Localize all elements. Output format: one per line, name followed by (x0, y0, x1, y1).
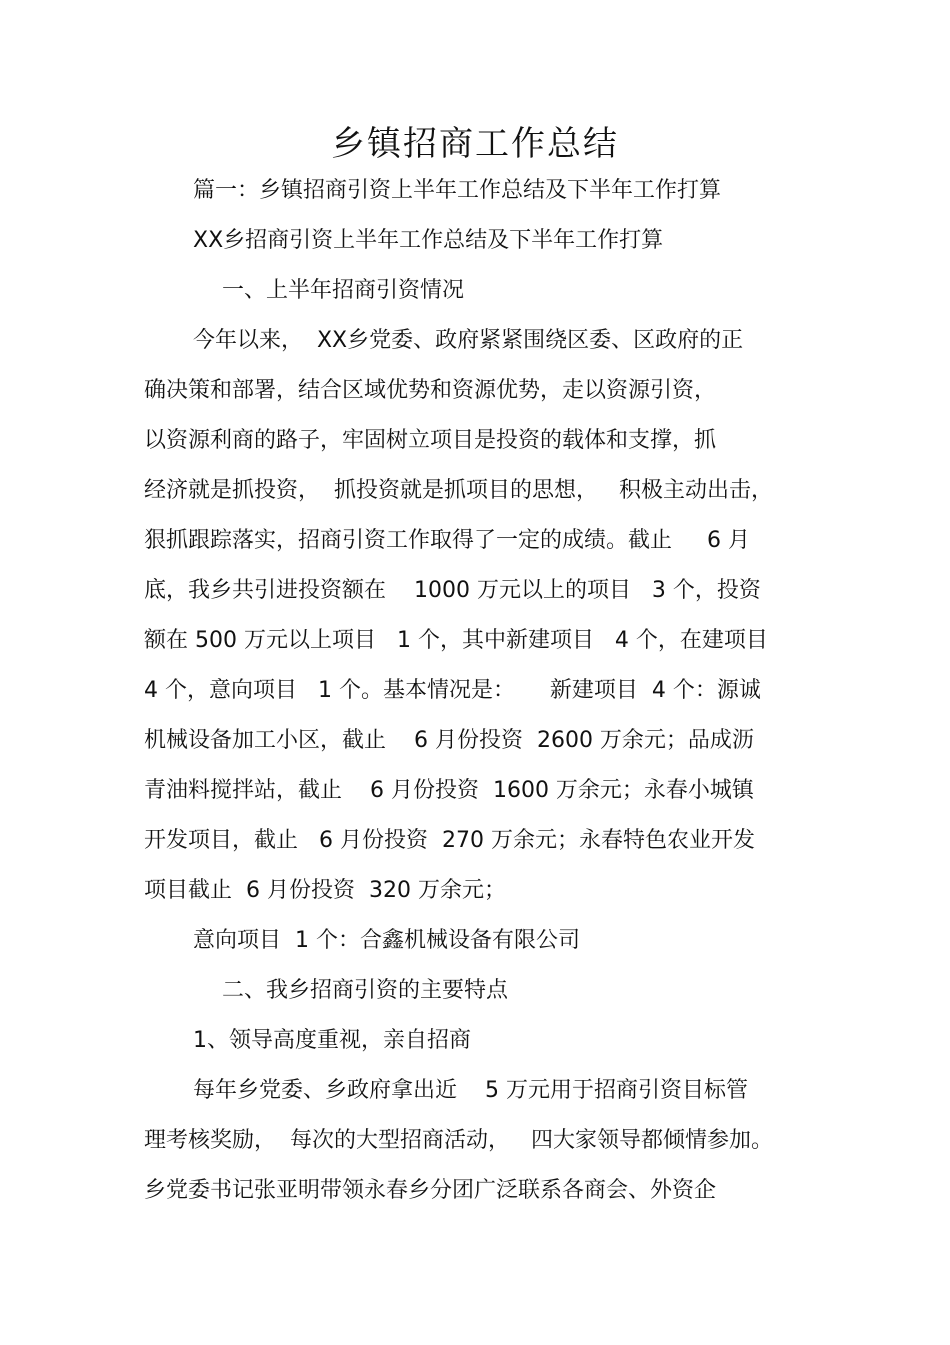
paragraph-line: 开发项目，截止 6 月份投资 270 万余元；永春特色农业开发 (144, 828, 755, 853)
paragraph-line: 每年乡党委、乡政府拿出近 5 万元用于招商引资目标管 (193, 1078, 748, 1103)
subsection-heading: 1、领导高度重视，亲自招商 (193, 1028, 471, 1053)
paragraph-line: 4 个，意向项目 1 个。基本情况是： 新建项目 4 个：源诚 (144, 678, 761, 703)
section-heading: 一、上半年招商引资情况 (222, 278, 465, 303)
paragraph-line: 确决策和部署，结合区域优势和资源优势，走以资源引资， (144, 378, 717, 403)
paragraph-line: 机械设备加工小区，截止 6 月份投资 2600 万余元；品成沥 (144, 728, 754, 753)
paragraph-line: 项目截止 6 月份投资 320 万余元； (144, 878, 506, 903)
paragraph-line: 今年以来， XX乡党委、政府紧紧围绕区委、区政府的正 (193, 328, 744, 353)
paragraph-line: 额在 500 万元以上项目 1 个，其中新建项目 4 个，在建项目 (144, 628, 768, 653)
paragraph-line: 底，我乡共引进投资额在 1000 万元以上的项目 3 个，投资 (144, 578, 761, 603)
paragraph-line: 以资源利商的路子，牢固树立项目是投资的载体和支撑，抓 (144, 428, 717, 453)
document-title: 乡镇招商工作总结 (331, 124, 619, 164)
paragraph-line: 意向项目 1 个：合鑫机械设备有限公司 (193, 928, 580, 953)
paragraph-line: 青油料搅拌站，截止 6 月份投资 1600 万余元；永春小城镇 (144, 778, 754, 803)
section-heading: 二、我乡招商引资的主要特点 (222, 978, 509, 1003)
paragraph-line: XX乡招商引资上半年工作总结及下半年工作打算 (193, 228, 664, 253)
paragraph-line: 乡党委书记张亚明带领永春乡分团广泛联系各商会、外资企 (144, 1178, 717, 1203)
paragraph-line: 经济就是抓投资， 抓投资就是抓项目的思想， 积极主动出击， (144, 478, 773, 503)
paragraph-line: 理考核奖励， 每次的大型招商活动， 四大家领导都倾情参加。 (144, 1128, 773, 1153)
paragraph-line: 狠抓跟踪落实，招商引资工作取得了一定的成绩。截止 6 月 (144, 528, 750, 553)
paragraph-line: 篇一：乡镇招商引资上半年工作总结及下半年工作打算 (193, 178, 722, 203)
